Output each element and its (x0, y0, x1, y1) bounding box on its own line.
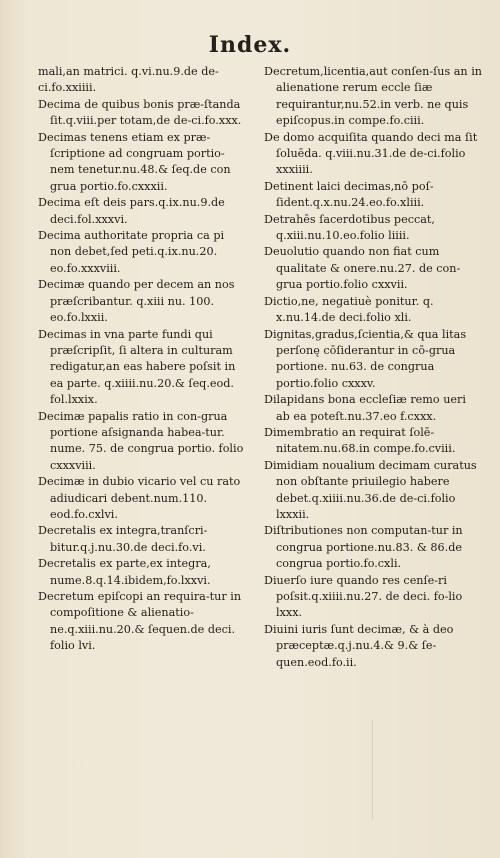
index-entry: Decretalis ex integra,tranſcri-bitur.q.j.nu.30.de deci.fo.vi. (38, 524, 208, 554)
index-entry: Decretum epiſcopi an requira-tur in compoſitione & alienatio-ne.q.xiii.nu.20.& ſequen.de deci. folio lvi. (38, 590, 242, 653)
index-entry: Decimas tenens etiam ex præ-ſcriptione ad congruam portio-nem tenetur.nu.48.& ſeq.de con grua portio.fo.cxxxii. (38, 130, 231, 193)
index-entry: Decretalis ex parte,ex integra, nume.8.q.14.ibidem,fo.lxxvi. (38, 557, 211, 587)
index-entry: Decima authoritate propria ca pi non debet,ſed peti.q.ix.nu.20. eo.fo.xxxviii. (38, 229, 225, 275)
index-entry: Decima de quibus bonis præ-ſtanda ſit.q.viii.per totam,de de-ci.fo.xxx. (38, 97, 242, 128)
index-entry: Detinent laici decimas,nō poſ-ſident.q.x.nu.24.eo.fo.xliii. (264, 179, 434, 210)
index-entry: Diuerſo iure quando res cenſe-ri poſsit.q.xiiii.nu.27. de deci. fo-lio lxxx. (264, 573, 463, 620)
index-entry: Decretum,licentia,aut conſen-ſus an in alienatione rerum eccle ſiæ requirantur,nu.52.in verb. ne quis epiſcopus.in compe.fo.ciii. (264, 65, 482, 128)
index-entry: Decimæ in dubio vicario vel cu rato adiudicari debent.num.110. eod.fo.cxlvi. (38, 475, 241, 521)
index-entry: Diſtributiones non computan-tur in congrua portione.nu.83. & 86.de congrua portio.fo.cxli. (264, 524, 463, 571)
index-entry: Deuolutio quando non fiat cum qualitate & onere.nu.27. de con-grua portio.folio cxxvii. (264, 245, 461, 292)
index-entry: Diuini iuris ſunt decimæ, & à deo præceptæ.q.j.nu.4.& 9.& ſe-quen.eod.fo.ii. (264, 622, 454, 669)
page-title: Index. (208, 32, 292, 58)
index-entry: Decimas in vna parte fundi qui præſcripſit, ſi altera in culturam redigatur,an eas habere poſsit in ea parte. q.xiiii.nu.20.& ſeq.eod. fol.lxxix. (38, 327, 236, 407)
index-entry: Dictio,ne, negatiuè ponitur. q. x.nu.14.de deci.folio xli. (264, 294, 434, 325)
right-column (264, 64, 482, 671)
index-entry: Dimembratio an requirat ſolē-nitatem.nu.68.in compe.fo.cviii. (264, 425, 456, 456)
index-entry: Detrahēs ſacerdotibus peccat, q.xiii.nu.10.eo.folio liiii. (264, 212, 435, 243)
index-entry: Decimæ quando per decem an nos præſcribantur. q.xiii nu. 100. eo.fo.lxxii. (38, 278, 235, 325)
paper-crease (372, 720, 373, 820)
left-column (38, 64, 248, 655)
index-entry: Dilapidans bona eccleſiæ remo ueri ab ea poteſt.nu.37.eo f.cxxx. (264, 393, 466, 423)
index-entry: mali,an matrici. q.vi.nu.9.de de-ci.fo.xxiiii. (38, 65, 219, 95)
index-entry: De domo acquiſita quando deci ma ſit ſoluēda. q.viii.nu.31.de de-ci.folio xxxiiii. (264, 130, 478, 177)
index-entry: Decimæ papalis ratio in con-grua portione aſsignanda habea-tur. nume. 75. de congrua portio. folio cxxxviii. (38, 409, 244, 472)
index-entry: Decima eſt deis pars.q.ix.nu.9.de deci.fol.xxxvi. (38, 196, 225, 226)
index-entry: Dignitas,gradus,ſcientia,& qua litas perſonę cōſiderantur in cō-grua portione. nu.63. de congrua portio.folio cxxxv. (264, 327, 467, 390)
index-entry: Dimidiam noualium decimam curatus non obſtante priuilegio habere debet.q.xiiii.nu.36.de de-ci.folio lxxxii. (264, 458, 477, 521)
